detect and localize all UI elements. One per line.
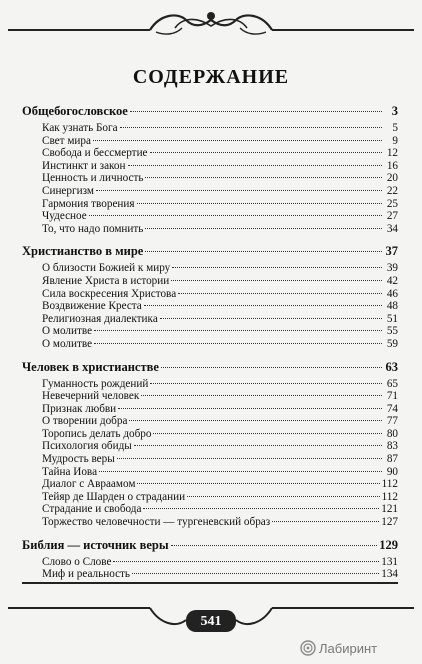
toc-heading xyxy=(22,244,398,259)
entry-title: Мудрость веры xyxy=(42,453,115,466)
entry-title: Миф и реальность xyxy=(42,568,131,581)
entry-title: Свобода и бессмертие xyxy=(42,147,148,160)
toc-entry xyxy=(22,403,398,416)
section-title: Библия — источник веры xyxy=(22,537,169,552)
entry-page: 127 xyxy=(381,516,398,529)
toc-entry xyxy=(22,428,398,441)
section-title: Христианство в мире xyxy=(22,244,144,259)
entry-page: 42 xyxy=(386,274,398,287)
watermark xyxy=(300,638,420,660)
entry-page: 22 xyxy=(386,184,398,197)
toc-entry xyxy=(22,390,398,403)
entry-page: 55 xyxy=(386,325,398,338)
toc-entry xyxy=(22,172,398,185)
toc-entry xyxy=(22,275,398,288)
toc-entry xyxy=(22,440,398,453)
entry-title: Явление Христа в истории xyxy=(42,274,170,287)
entry-title: Религиозная диалектика xyxy=(42,312,158,325)
entry-title: Гуманность рождений xyxy=(42,377,149,390)
page-title: СОДЕРЖАНИЕ xyxy=(132,66,290,88)
bottom-rule xyxy=(22,582,398,584)
entry-page: 65 xyxy=(386,377,398,390)
toc-entry xyxy=(22,466,398,479)
toc-entry xyxy=(22,147,398,160)
entry-title: Синергизм xyxy=(42,184,94,197)
entry-title: Воздвижение Креста xyxy=(42,300,142,313)
entry-page: 12 xyxy=(386,147,398,160)
toc-entry xyxy=(22,122,398,135)
toc-entry xyxy=(22,415,398,428)
toc-section xyxy=(22,244,398,350)
labyrinth-logo-icon xyxy=(300,640,316,656)
entry-page: 46 xyxy=(386,287,398,300)
entry-page: 9 xyxy=(392,134,398,147)
entry-page: 131 xyxy=(381,555,398,568)
entry-title: Ценность и личность xyxy=(42,172,144,185)
entry-page: 5 xyxy=(392,122,398,134)
entry-page: 16 xyxy=(386,159,398,172)
entry-page: 83 xyxy=(386,440,398,453)
entry-page: 112 xyxy=(381,478,398,491)
toc-section xyxy=(22,538,398,584)
entry-page: 87 xyxy=(386,453,398,466)
entry-page: 71 xyxy=(386,390,398,403)
toc-entry xyxy=(22,210,398,223)
toc-entry xyxy=(22,556,398,569)
entry-page: 51 xyxy=(386,312,398,325)
entry-page: 48 xyxy=(386,300,398,313)
section-page: 63 xyxy=(385,359,398,374)
entry-title: Инстинкт и закон xyxy=(42,159,126,172)
toc-entry xyxy=(22,478,398,491)
entry-title: Торопись делать добро xyxy=(42,427,152,440)
toc-heading xyxy=(22,538,398,553)
top-ornament xyxy=(0,6,422,36)
toc-entry xyxy=(22,313,398,326)
entry-page: 34 xyxy=(386,222,398,235)
entry-title: Невечерний человек xyxy=(42,390,140,403)
toc-entry xyxy=(22,325,398,338)
entry-title: О близости Божией к миру xyxy=(42,262,171,275)
entry-page: 27 xyxy=(386,210,398,223)
watermark-text: Лабиринт xyxy=(319,641,378,656)
toc-entry xyxy=(22,300,398,313)
entry-page: 59 xyxy=(386,337,398,350)
entry-page: 74 xyxy=(386,402,398,415)
section-page: 129 xyxy=(379,537,398,552)
toc-entry xyxy=(22,453,398,466)
toc-entry xyxy=(22,568,398,581)
entry-title: Чудесное xyxy=(42,210,87,223)
toc-entry xyxy=(22,198,398,211)
entry-page: 121 xyxy=(381,503,398,516)
section-title: Человек в христианстве xyxy=(22,359,159,374)
toc-entry xyxy=(22,516,398,529)
entry-title: Гармония творения xyxy=(42,197,135,210)
entry-page: 25 xyxy=(386,197,398,210)
toc-entry xyxy=(22,160,398,173)
toc-entry xyxy=(22,135,398,148)
entry-page: 134 xyxy=(381,568,398,581)
entry-title: Признак любви xyxy=(42,402,117,415)
toc-entry xyxy=(22,262,398,275)
entry-page: 39 xyxy=(386,262,398,275)
toc-entry xyxy=(22,378,398,391)
entry-title: Тейяр де Шарден о страдании xyxy=(42,490,186,503)
section-page: 3 xyxy=(391,104,398,118)
entry-title: То, что надо помнить xyxy=(42,222,144,235)
entry-title: Свет мира xyxy=(42,134,91,147)
entry-page: 90 xyxy=(386,465,398,478)
entry-title: Слово о Слове xyxy=(42,555,112,568)
entry-title: Сила воскресения Христова xyxy=(42,287,177,300)
page-number: 541 xyxy=(200,614,222,629)
toc-section xyxy=(22,104,398,235)
toc-entry xyxy=(22,223,398,236)
toc-entry xyxy=(22,503,398,516)
entry-title: О молитве xyxy=(42,325,93,338)
toc-entry xyxy=(22,185,398,198)
entry-page: 112 xyxy=(381,490,398,503)
entry-title: Психология обиды xyxy=(42,440,132,453)
entry-page: 77 xyxy=(386,415,398,428)
table-of-contents xyxy=(22,104,398,593)
entry-page: 20 xyxy=(386,172,398,185)
toc-entry xyxy=(22,338,398,351)
entry-title: О творении добра xyxy=(42,415,128,428)
entry-page: 80 xyxy=(386,427,398,440)
toc-heading xyxy=(22,104,398,119)
section-title: Общебогословское xyxy=(22,104,128,118)
entry-title: О молитве xyxy=(42,337,93,350)
entry-title: Страдание и свобода xyxy=(42,503,142,516)
entry-title: Торжество человечности — тургеневский образ xyxy=(42,516,271,529)
section-page: 37 xyxy=(385,244,398,259)
toc-heading xyxy=(22,360,398,375)
toc-entry xyxy=(22,288,398,301)
toc-entry xyxy=(22,491,398,504)
entry-title: Диалог с Авраамом xyxy=(42,478,136,491)
toc-section xyxy=(22,360,398,529)
entry-title: Как узнать Бога xyxy=(42,122,118,134)
entry-title: Тайна Иова xyxy=(42,465,98,478)
